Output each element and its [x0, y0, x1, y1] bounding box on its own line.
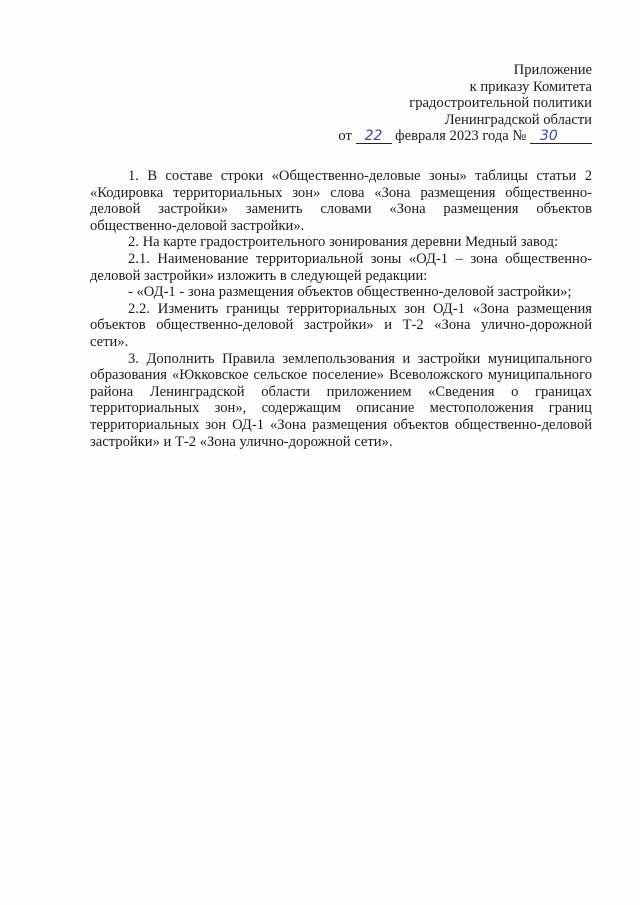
paragraph-2: 2. На карте градостроительного зонирования деревни Медный завод: [128, 234, 559, 251]
appendix-committee: градостроительной политики [409, 95, 592, 112]
paragraph-2-1: 2.1. Наименование территориальной зоны «ОД-1 – зона общественно-деловой застройки» изложить в следующей редакции: [90, 250, 592, 284]
appendix-order-ref: к приказу Комитета [469, 78, 592, 95]
paragraph-2-2: 2.2. Изменить границы территориальных зон ОД-1 «Зона размещения объектов общественно-деловой застройки» и Т-2 «Зона улично-дорожной сети». [90, 300, 592, 350]
paragraph-2-1-item: - «ОД-1 - зона размещения объектов общественно-деловой застройки»; [128, 284, 572, 301]
paragraph-3: 3. Дополнить Правила землепользования и застройки муниципального образования «Юкковское сельское поселение» Всеволожского муниципального района Ленинградской области приложением «Сведения о границах территориальных зон», содержащим описание местоположения границ территориальных зон ОД-1 «Зона размещения объектов общественно-деловой застройки» и Т-2 «Зона улично-дорожной сети». [90, 350, 592, 450]
paragraph-1: 1. В составе строки «Общественно-деловые зоны» таблицы статьи 2 «Кодировка территориальных зон» слова «Зона размещения общественно-деловой застройки» заменить словами «Зона размещения объектов общественно-деловой застройки». [90, 168, 592, 234]
appendix-region: Ленинградской области [444, 111, 592, 128]
document-body [90, 168, 592, 450]
date-middle: февраля 2023 года № [395, 128, 527, 145]
appendix-date-line [338, 128, 592, 145]
appendix-title: Приложение [513, 62, 592, 78]
appendix-header [338, 62, 592, 145]
handwritten-day: 22 [356, 129, 392, 144]
handwritten-order-number: 30 [530, 129, 592, 144]
date-prefix: от [338, 128, 352, 145]
